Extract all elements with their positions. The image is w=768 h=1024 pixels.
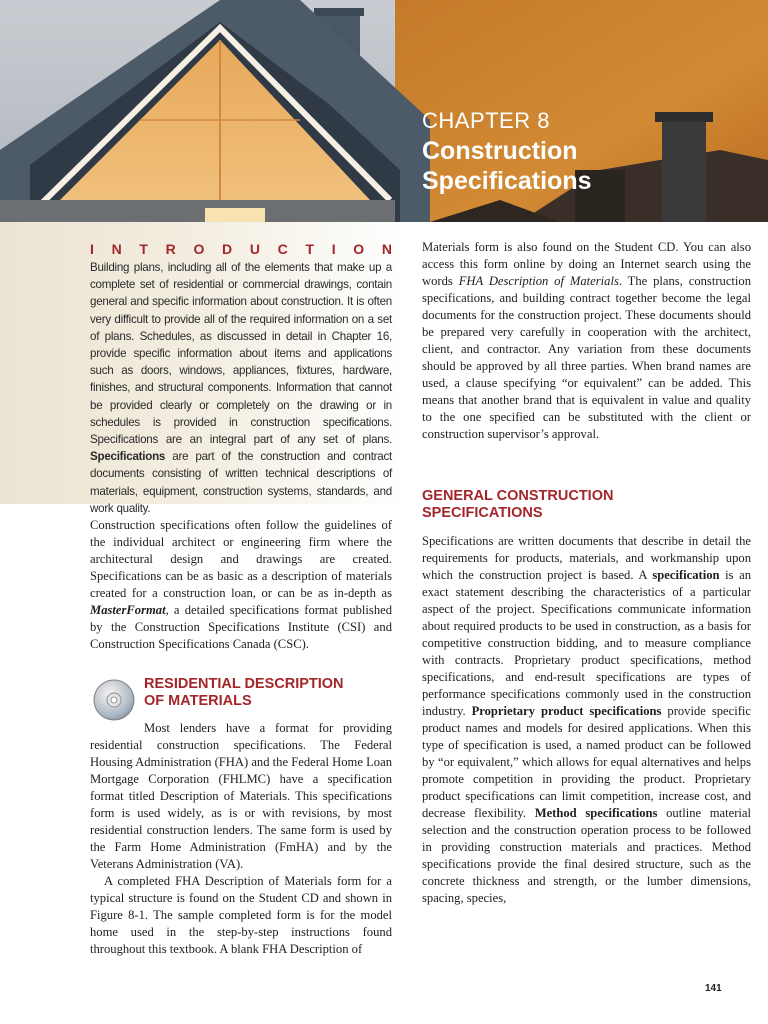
intro-text-before: Building plans, including all of the elements that make up a complete set of residential or commercial drawings, contain general and specific information about construction. It is often very difficult to provide all of the required information on a set of plans. Schedules, as discussed in detail in Chapter 16, provide specific information about items and applications such as doors, windows, appliances, fixtures, hardware, finishes, and structural components. Information that cannot be provided clearly or completely on the drawing or in schedules is provided in construction specifications. Specifications are an integral part of any set of plans. [90, 261, 392, 447]
chapter-title-line2: Specifications [422, 167, 592, 195]
right-paragraph-1 [422, 239, 751, 443]
introduction-heading-letter: O [353, 241, 365, 257]
residential-heading-line2: OF MATERIALS [144, 693, 252, 709]
introduction-heading [90, 241, 392, 257]
introduction-heading-letter: I [331, 241, 336, 257]
chapter-title-line1: Construction [422, 137, 578, 165]
introduction-heading-letter: R [165, 241, 176, 257]
introduction-heading-letter: O [193, 241, 205, 257]
page-number: 141 [705, 983, 722, 994]
introduction-heading-letter: C [277, 241, 288, 257]
general-term-proprietary: Proprietary product specifications [471, 704, 662, 718]
right-para1-before: Materials form is also found on the Student CD. You can also access this form online by doing an Internet search using the words [422, 240, 751, 288]
general-heading [422, 488, 751, 522]
introduction-heading-letter: U [249, 241, 260, 257]
general-term-method: Method specifications [534, 806, 658, 820]
general-paragraph [422, 533, 751, 907]
chapter-label: CHAPTER 8 [422, 108, 550, 133]
left-para1-after: , a detailed specifications format published by the Construction Specifications Institute (CSI) and Construction Specifications Canada (CSC). [90, 603, 392, 651]
introduction-heading-letter: T [305, 241, 315, 257]
cd-icon [92, 676, 136, 722]
chapter-title [422, 136, 752, 196]
residential-heading [144, 676, 384, 710]
introduction-heading-letter: I [90, 241, 94, 257]
general-heading-line1: GENERAL CONSTRUCTION [422, 488, 614, 504]
intro-term: Specifications [90, 450, 166, 464]
general-text-2: is an exact statement describing the characteristics of a particular aspect of the project. Specifications communicate information about required products to be used in construction, as a basis for competitive construction bidding, and to measure compliance with contracts. Proprietary product specifications, method specifications, and end-result specifications are types of performance specifications commonly used in the construction industry. [422, 568, 751, 718]
introduction-heading-letter: D [222, 241, 233, 257]
right-para1-term: FHA Description of Materials [458, 274, 619, 288]
residential-paragraph-1: Most lenders have a format for providing residential construction specifications. The Federal Housing Administration (FHA) and the Federal Home Loan Mortgage Corporation (FHLMC) have a specification format titled Description of Materials. This specifications form is used widely, as is or with revisions, by most residential construction lenders. The same form is used by the Farm Home Administration (FmHA) and by the Veterans Administration (VA). [90, 721, 392, 871]
residential-paragraph-2: A completed FHA Description of Materials form for a typical structure is found on the Student CD and shown in Figure 8-1. The sample completed form is for the model home used in the step-by-step instructions found throughout this textbook. A blank FHA Description of [90, 874, 392, 956]
left-paragraph-1 [90, 517, 392, 653]
chapter-heading [422, 108, 752, 196]
chapter-banner [0, 0, 768, 222]
general-heading-line2: SPECIFICATIONS [422, 505, 543, 521]
right-para1-after: . The plans, construction specifications, and building contract together become the legal documents for the construction project. These documents should be prepared very carefully in cooperation with the architect, client, and contractor. Any variation from these documents should be approved by all three parties. When brand names are used, a clause specifying “or equivalent” can be added. This means that another brand that is equivalent in value and quality to the one specified can be substituted with the client or construction supervisor’s approval. [422, 274, 751, 441]
left-para1-before: Construction specifications often follow the guidelines of the individual architect or engineering firm where the architectural design and drawings are created. Specifications can be as basic as a description of materials created for a construction loan, or can be as in-depth as [90, 518, 392, 600]
introduction-text [90, 259, 392, 517]
general-text-1: Specifications are written documents that describe in detail the requirements for products, materials, and workmanship upon which the construction project is based. A [422, 534, 751, 582]
general-term-specification: specification [652, 568, 720, 582]
residential-heading-line1: RESIDENTIAL DESCRIPTION [144, 676, 344, 692]
left-para1-term: MasterFormat [90, 603, 166, 617]
general-text-3: provide specific product names and models for desired applications. When this type of specification is used, a named product can be followed by “or equivalent,” which allows for equal alternatives and helps promote competition in providing the product. Proprietary product specifications can limit competition, increase cost, and decrease flexibility. [422, 704, 751, 820]
general-text-4: outline material selection and the construction operation process to be followed in providing construction materials and practices. Method specifications provide the final desired structure, such as the concrete thickness and strength, or the lumber dimensions, spacing, species, [422, 806, 752, 905]
introduction-heading-letter: N [111, 241, 122, 257]
introduction-heading-letter: T [139, 241, 148, 257]
introduction-heading-letter: N [381, 241, 392, 257]
intro-text-after: are part of the construction and contract documents consisting of written technical descriptions of materials, equipment, construction systems, standards, and work quality. [90, 450, 392, 515]
